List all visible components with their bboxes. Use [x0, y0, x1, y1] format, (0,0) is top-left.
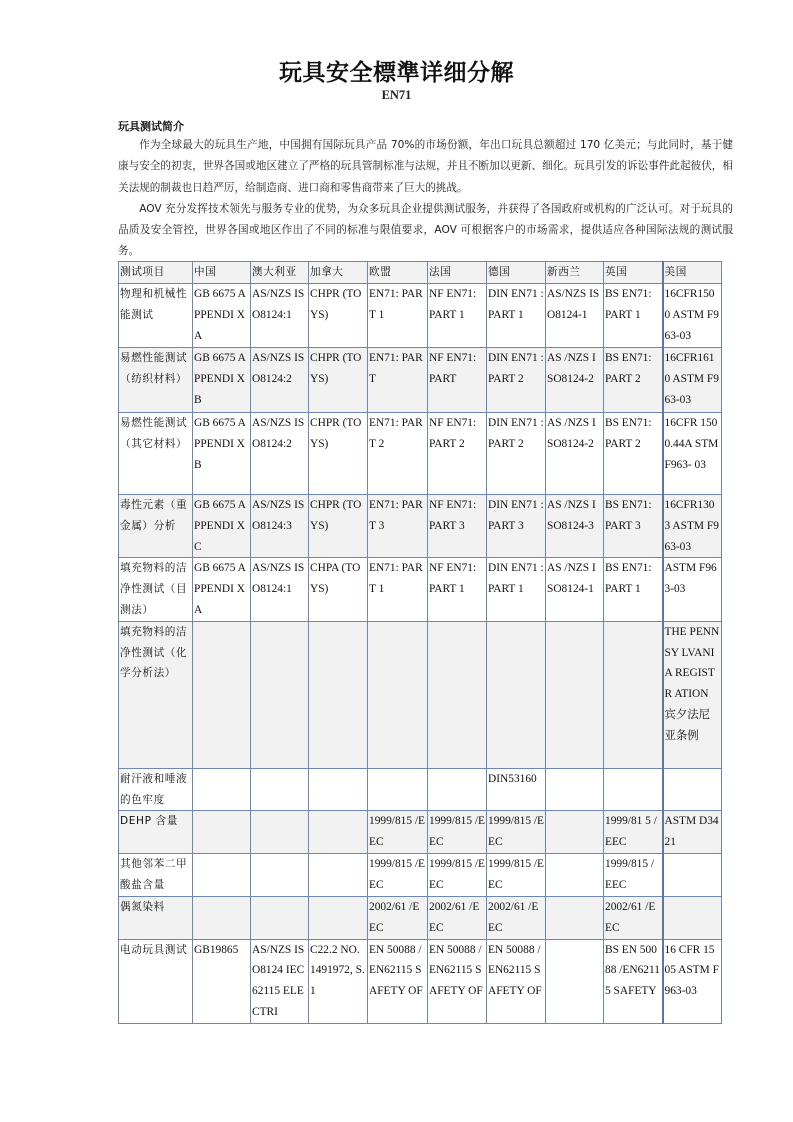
- standard-cell-australia: [251, 768, 309, 811]
- table-row: [119, 284, 722, 348]
- header-cell: 澳大利亚: [251, 262, 309, 284]
- table-row: [119, 558, 722, 621]
- standard-cell-newzealand: [546, 768, 604, 811]
- standard-cell-usa: [663, 896, 722, 939]
- standard-cell-usa: 16CFR161 0 ASTM F963-03: [663, 348, 722, 413]
- standard-cell-canada: [309, 621, 368, 768]
- standard-cell-eu: 1999/815 /EEC: [368, 854, 428, 897]
- test-item-cell: 易燃性能测试（其它材料）: [119, 413, 193, 495]
- standard-cell-uk: BS EN71: PART 1: [604, 558, 663, 621]
- standard-cell-usa: ASTM F963-03: [663, 558, 722, 621]
- standard-cell-uk: 1999/81 5 /EEC: [604, 811, 663, 854]
- header-cell: 法国: [428, 262, 487, 284]
- test-item-cell: 偶氮染料: [119, 896, 193, 939]
- document-title: 玩具安全標準详细分解: [279, 60, 514, 86]
- standard-cell-eu: EN 50088 /EN62115 SAFETY OF: [368, 939, 428, 1023]
- standard-cell-canada: C22.2 NO. 1491972, S.1: [309, 939, 368, 1023]
- standard-cell-france: EN 50088 /EN62115 SAFETY OF: [428, 939, 487, 1023]
- standard-cell-usa: [663, 768, 722, 811]
- standard-cell-canada: [309, 896, 368, 939]
- header-cell: 英国: [604, 262, 663, 284]
- standard-cell-france: NF EN71: PART 3: [428, 495, 487, 558]
- standard-cell-eu: EN71: PART 2: [368, 413, 428, 495]
- standard-cell-newzealand: AS /NZS ISO8124-3: [546, 495, 604, 558]
- document-subtitle: EN71: [381, 88, 412, 102]
- standard-cell-germany: EN 50088 /EN62115 SAFETY OF: [487, 939, 546, 1023]
- standard-cell-newzealand: [546, 621, 604, 768]
- standard-cell-australia: AS/NZS ISO8124:3: [251, 495, 309, 558]
- standard-cell-australia: [251, 896, 309, 939]
- standard-cell-australia: AS/NZS ISO8124 IEC 62115 ELECTRI: [251, 939, 309, 1023]
- test-item-cell: 电动玩具测试: [119, 939, 193, 1023]
- standard-cell-france: 2002/61 /EEC: [428, 896, 487, 939]
- standard-cell-china: GB 6675 APPENDI XA: [193, 284, 251, 348]
- standard-cell-china: GB 6675 APPENDI XB: [193, 413, 251, 495]
- intro-text: [118, 135, 733, 263]
- standard-cell-australia: [251, 621, 309, 768]
- test-item-cell: 易燃性能测试（纺织材料）: [119, 348, 193, 413]
- section-heading: 玩具测试简介: [118, 120, 184, 133]
- header-cell: 中国: [193, 262, 251, 284]
- header-cell: 美国: [663, 262, 722, 284]
- standard-cell-germany: 1999/815 /EEC: [487, 854, 546, 897]
- standard-cell-australia: [251, 854, 309, 897]
- standard-cell-australia: AS/NZS ISO8124:2: [251, 413, 309, 495]
- standard-cell-uk: [604, 621, 663, 768]
- standard-cell-eu: [368, 621, 428, 768]
- standard-cell-uk: 1999/815 /EEC: [604, 854, 663, 897]
- standard-cell-china: GB 6675 APPENDI XB: [193, 348, 251, 413]
- standard-cell-usa: 16CFR130 3 ASTM F963-03: [663, 495, 722, 558]
- standard-cell-usa: THE PENNSY LVANIA REGISTR ATION 宾夕法尼亚条例: [663, 621, 722, 768]
- table-row: [119, 939, 722, 1023]
- standard-cell-newzealand: [546, 811, 604, 854]
- intro-paragraph-1: 作为全球最大的玩具生产地，中国拥有国际玩具产品 70%的市场份额，年出口玩具总额超过 170 亿美元；与此同时，基于健康与安全的初衷，世界各国或地区建立了严格的玩具管制标准与法规，并且不断加以更新、细化。玩具引发的诉讼事件此起彼伏，相关法规的制裁也日趋严厉，给制造商、进口商和零售商带来了巨大的挑战。: [118, 139, 733, 194]
- standard-cell-usa: [663, 854, 722, 897]
- standard-cell-uk: BS EN71: PART 3: [604, 495, 663, 558]
- standards-table: [118, 261, 722, 1024]
- table-row: [119, 413, 722, 495]
- standard-cell-newzealand: AS/NZS ISO8124-1: [546, 284, 604, 348]
- standard-cell-newzealand: AS /NZS ISO8124-2: [546, 348, 604, 413]
- standard-cell-usa: 16CFR150 0 ASTM F963-03: [663, 284, 722, 348]
- standard-cell-newzealand: [546, 854, 604, 897]
- header-cell: 欧盟: [368, 262, 428, 284]
- test-item-cell: 物理和机械性能测试: [119, 284, 193, 348]
- table-row: [119, 811, 722, 854]
- standard-cell-canada: [309, 768, 368, 811]
- standard-cell-canada: CHPR (TOYS): [309, 284, 368, 348]
- standard-cell-china: GB 6675 APPENDI XA: [193, 558, 251, 621]
- standard-cell-newzealand: AS /NZS ISO8124-1: [546, 558, 604, 621]
- header-cell: 加拿大: [309, 262, 368, 284]
- standard-cell-newzealand: [546, 896, 604, 939]
- table-row: [119, 495, 722, 558]
- standard-cell-eu: 1999/815 /EEC: [368, 811, 428, 854]
- standard-cell-newzealand: [546, 939, 604, 1023]
- table-row: [119, 621, 722, 768]
- table-row: [119, 896, 722, 939]
- standard-cell-china: [193, 621, 251, 768]
- standard-cell-usa: ASTM D3421: [663, 811, 722, 854]
- standard-cell-france: NF EN71: PART 2: [428, 413, 487, 495]
- standard-cell-germany: DIN EN71 :PART 2: [487, 348, 546, 413]
- header-cell: 德国: [487, 262, 546, 284]
- standard-cell-france: [428, 621, 487, 768]
- standard-cell-uk: 2002/61 /EEC: [604, 896, 663, 939]
- standard-cell-france: [428, 768, 487, 811]
- standard-cell-france: NF EN71: PART: [428, 348, 487, 413]
- test-item-cell: 填充物料的洁净性测试（目测法）: [119, 558, 193, 621]
- standard-cell-germany: DIN EN71 :PART 1: [487, 284, 546, 348]
- standard-cell-eu: EN71: PART 3: [368, 495, 428, 558]
- standard-cell-germany: DIN EN71 :PART 2: [487, 413, 546, 495]
- standard-cell-canada: CHPR (TOYS): [309, 495, 368, 558]
- standard-cell-usa: 16CFR 1500.44A STMF963- 03: [663, 413, 722, 495]
- standard-cell-china: [193, 896, 251, 939]
- header-cell: 新西兰: [546, 262, 604, 284]
- table-header-row: [119, 262, 722, 284]
- standard-cell-eu: EN71: PART 1: [368, 558, 428, 621]
- test-item-cell: 耐汗液和唾液的色牢度: [119, 768, 193, 811]
- header-cell: 测试项目: [119, 262, 193, 284]
- standard-cell-china: [193, 811, 251, 854]
- standard-cell-australia: AS/NZS ISO8124:1: [251, 558, 309, 621]
- test-item-cell: 填充物料的洁净性测试（化学分析法）: [119, 621, 193, 768]
- standard-cell-uk: BS EN 50088 /EN62115 SAFETY: [604, 939, 663, 1023]
- standard-cell-australia: [251, 811, 309, 854]
- standard-cell-australia: AS/NZS ISO8124:2: [251, 348, 309, 413]
- standard-cell-australia: AS/NZS ISO8124:1: [251, 284, 309, 348]
- standard-cell-uk: BS EN71: PART 2: [604, 413, 663, 495]
- standard-cell-germany: DIN EN71 :PART 1: [487, 558, 546, 621]
- standard-cell-germany: DIN EN71 :PART 3: [487, 495, 546, 558]
- standard-cell-canada: [309, 811, 368, 854]
- standard-cell-canada: [309, 854, 368, 897]
- standard-cell-eu: [368, 768, 428, 811]
- standard-cell-germany: [487, 621, 546, 768]
- test-item-cell: 其他邻苯二甲酸盐含量: [119, 854, 193, 897]
- standard-cell-uk: BS EN71: PART 2: [604, 348, 663, 413]
- standard-cell-canada: CHPR (TOYS): [309, 348, 368, 413]
- standard-cell-france: NF EN71: PART 1: [428, 284, 487, 348]
- standard-cell-china: [193, 854, 251, 897]
- test-item-cell: DEHP 含量: [119, 811, 193, 854]
- standard-cell-eu: EN71: PART: [368, 348, 428, 413]
- standard-cell-germany: DIN53160: [487, 768, 546, 811]
- standard-cell-eu: EN71: PART 1: [368, 284, 428, 348]
- standard-cell-china: [193, 768, 251, 811]
- standard-cell-france: NF EN71: PART 1: [428, 558, 487, 621]
- standard-cell-eu: 2002/61 /EEC: [368, 896, 428, 939]
- standard-cell-canada: CHPR (TOYS): [309, 413, 368, 495]
- standard-cell-usa: 16 CFR 1505 ASTM F963-03: [663, 939, 722, 1023]
- table-row: [119, 854, 722, 897]
- standard-cell-france: 1999/815 /EEC: [428, 854, 487, 897]
- standard-cell-uk: BS EN71: PART 1: [604, 284, 663, 348]
- intro-paragraph-2: AOV 充分发挥技术领先与服务专业的优势，为众多玩具企业提供测试服务，并获得了各国政府或机构的广泛认可。对于玩具的品质及安全管控，世界各国或地区作出了不同的标准与限值要求，AOV 可根据客户的市场需求，提供适应各种国际法规的测试服务。: [118, 202, 733, 258]
- standard-cell-germany: 2002/61 /EEC: [487, 896, 546, 939]
- standard-cell-germany: 1999/815 /EEC: [487, 811, 546, 854]
- standard-cell-canada: CHPA (TOYS): [309, 558, 368, 621]
- standard-cell-china: GB19865: [193, 939, 251, 1023]
- standard-cell-france: 1999/815 /EEC: [428, 811, 487, 854]
- standard-cell-uk: [604, 768, 663, 811]
- test-item-cell: 毒性元素（重金属）分析: [119, 495, 193, 558]
- standard-cell-newzealand: AS /NZS ISO8124-2: [546, 413, 604, 495]
- standard-cell-china: GB 6675 APPENDI XC: [193, 495, 251, 558]
- table-row: [119, 768, 722, 811]
- table-row: [119, 348, 722, 413]
